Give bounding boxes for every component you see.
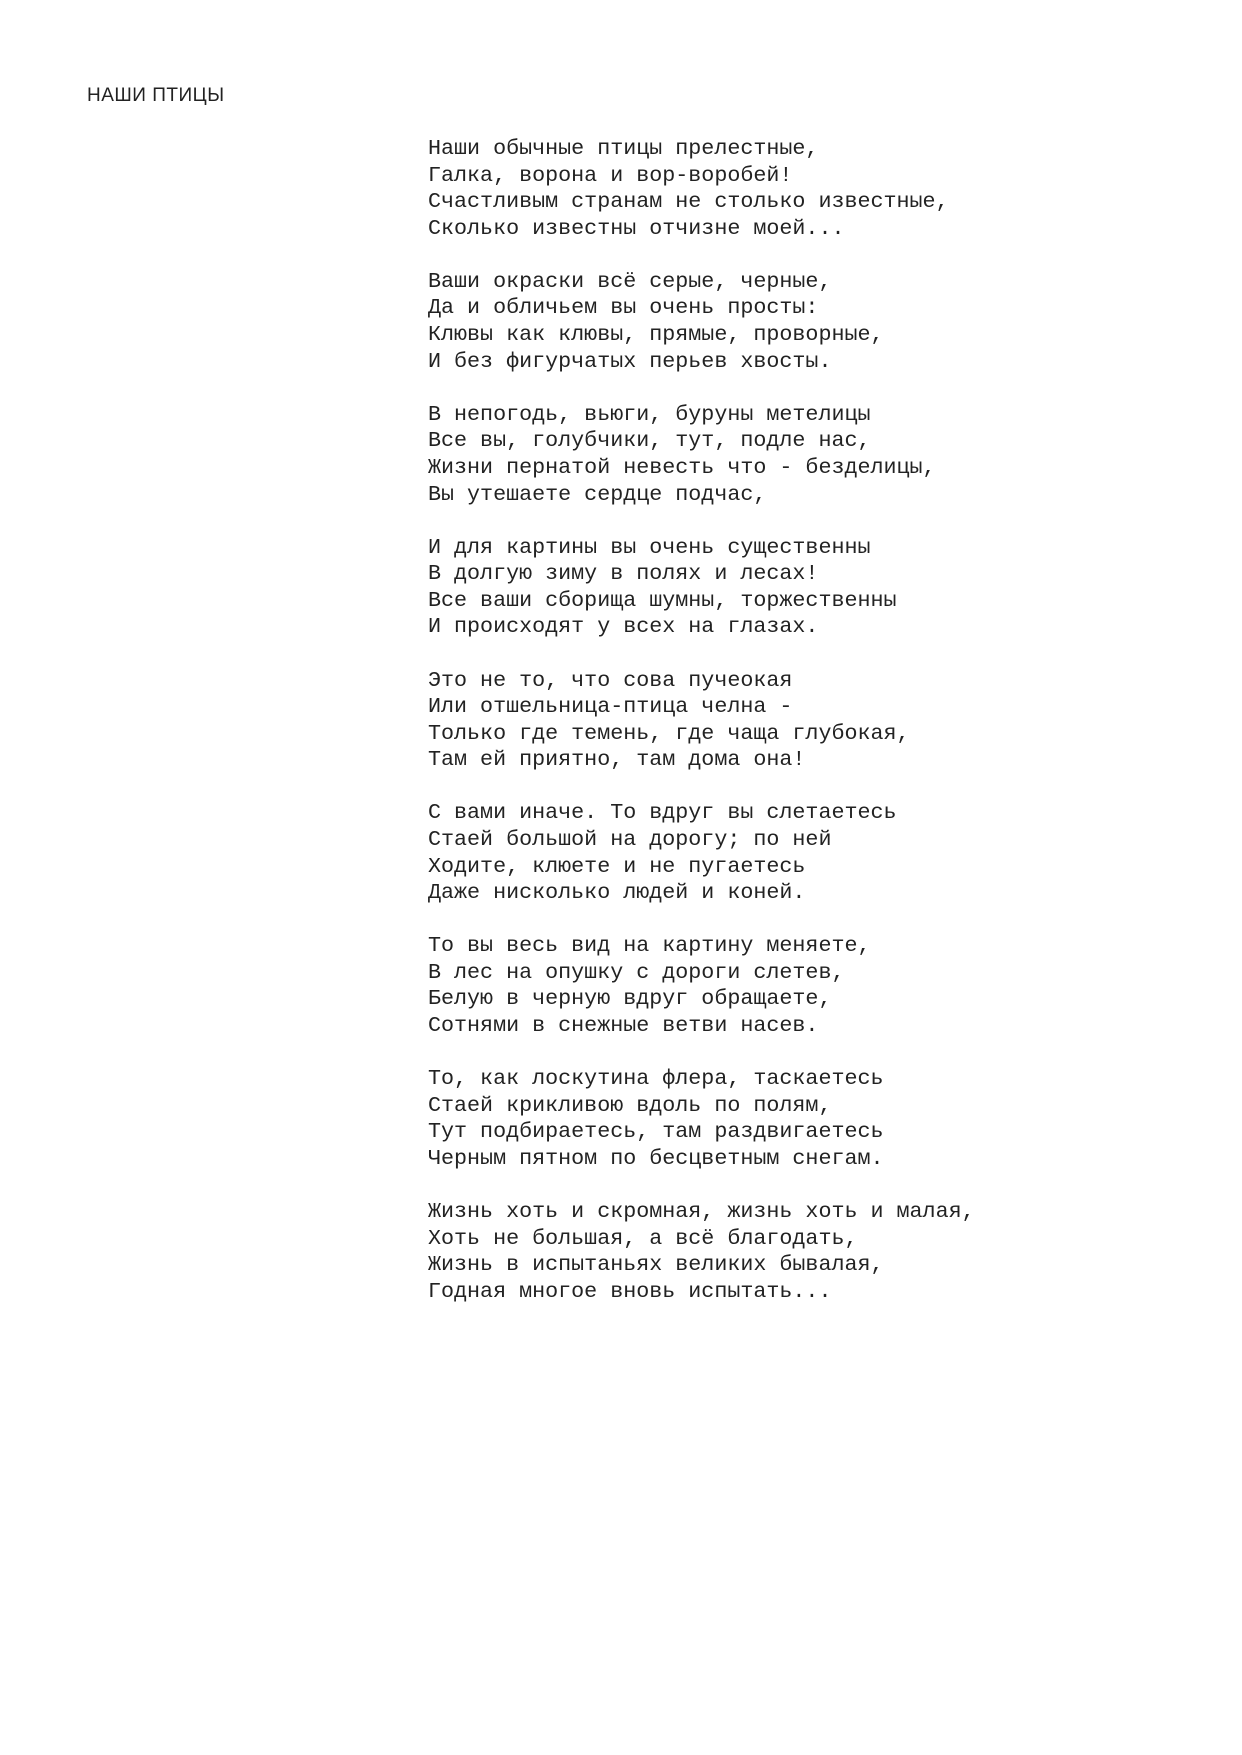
stanza-3 xyxy=(428,402,1228,508)
poem-line: То, как лоскутина флера, таскаетесь xyxy=(428,1066,884,1092)
poem-line: Счастливым странам не столько известные, xyxy=(428,189,949,215)
poem-line: Даже нисколько людей и коней. xyxy=(428,880,806,906)
stanza-2 xyxy=(428,269,1228,375)
stanza-8 xyxy=(428,1066,1228,1172)
poem-body xyxy=(428,136,1228,1332)
poem-line: И происходят у всех на глазах. xyxy=(428,614,819,640)
poem-line: И без фигурчатых перьев хвосты. xyxy=(428,348,832,374)
poem-line: Ваши окраски всё серые, черные, xyxy=(428,268,832,294)
poem-line: Жизнь в испытаньях великих бывалая, xyxy=(428,1252,884,1278)
stanza-5 xyxy=(428,668,1228,774)
poem-line: В лес на опушку с дороги слетев, xyxy=(428,959,845,985)
poem-line: Белую в черную вдруг обращаете, xyxy=(428,986,832,1012)
poem-line: Или отшельница-птица челна - xyxy=(428,694,793,720)
poem-line: Это не то, что сова пучеокая xyxy=(428,667,793,693)
poem-line: Все ваши сборища шумны, торжественны xyxy=(428,587,897,613)
poem-line: Сотнями в снежные ветви насев. xyxy=(428,1013,819,1039)
stanza-9 xyxy=(428,1199,1228,1305)
stanza-6 xyxy=(428,800,1228,906)
poem-line: Все вы, голубчики, тут, подле нас, xyxy=(428,428,871,454)
poem-line: Стаей крикливою вдоль по полям, xyxy=(428,1092,832,1118)
stanza-4 xyxy=(428,535,1228,641)
poem-line: Там ей приятно, там дома она! xyxy=(428,747,806,773)
poem-line: Ходите, клюете и не пугаетесь xyxy=(428,853,806,879)
poem-line: Клювы как клювы, прямые, проворные, xyxy=(428,322,884,348)
poem-line: Только где темень, где чаща глубокая, xyxy=(428,720,910,746)
poem-line: Вы утешаете сердце подчас, xyxy=(428,481,767,507)
poem-line: Галка, ворона и вор-воробей! xyxy=(428,162,793,188)
poem-title: НАШИ ПТИЦЫ xyxy=(87,85,225,106)
stanza-1 xyxy=(428,136,1228,242)
poem-line: Жизни пернатой невесть что - безделицы, xyxy=(428,454,936,480)
poem-line: В долгую зиму в полях и лесах! xyxy=(428,561,819,587)
poem-line: Тут подбираетесь, там раздвигаетесь xyxy=(428,1119,884,1145)
poem-line: В непогодь, вьюги, буруны метелицы xyxy=(428,401,871,427)
poem-line: То вы весь вид на картину меняете, xyxy=(428,933,871,959)
poem-line: С вами иначе. То вдруг вы слетаетесь xyxy=(428,800,897,826)
poem-line: И для картины вы очень существенны xyxy=(428,534,871,560)
poem-line: Наши обычные птицы прелестные, xyxy=(428,136,819,161)
poem-line: Хоть не большая, а всё благодать, xyxy=(428,1225,858,1251)
stanza-7 xyxy=(428,933,1228,1039)
poem-line: Жизнь хоть и скромная, жизнь хоть и малая, xyxy=(428,1199,975,1224)
poem-line: Черным пятном по бесцветным снегам. xyxy=(428,1145,884,1171)
poem-line: Стаей большой на дорогу; по ней xyxy=(428,826,832,852)
poem-line: Сколько известны отчизне моей... xyxy=(428,215,845,241)
poem-line: Годная многое вновь испытать... xyxy=(428,1278,832,1304)
poem-line: Да и обличьем вы очень просты: xyxy=(428,295,819,321)
